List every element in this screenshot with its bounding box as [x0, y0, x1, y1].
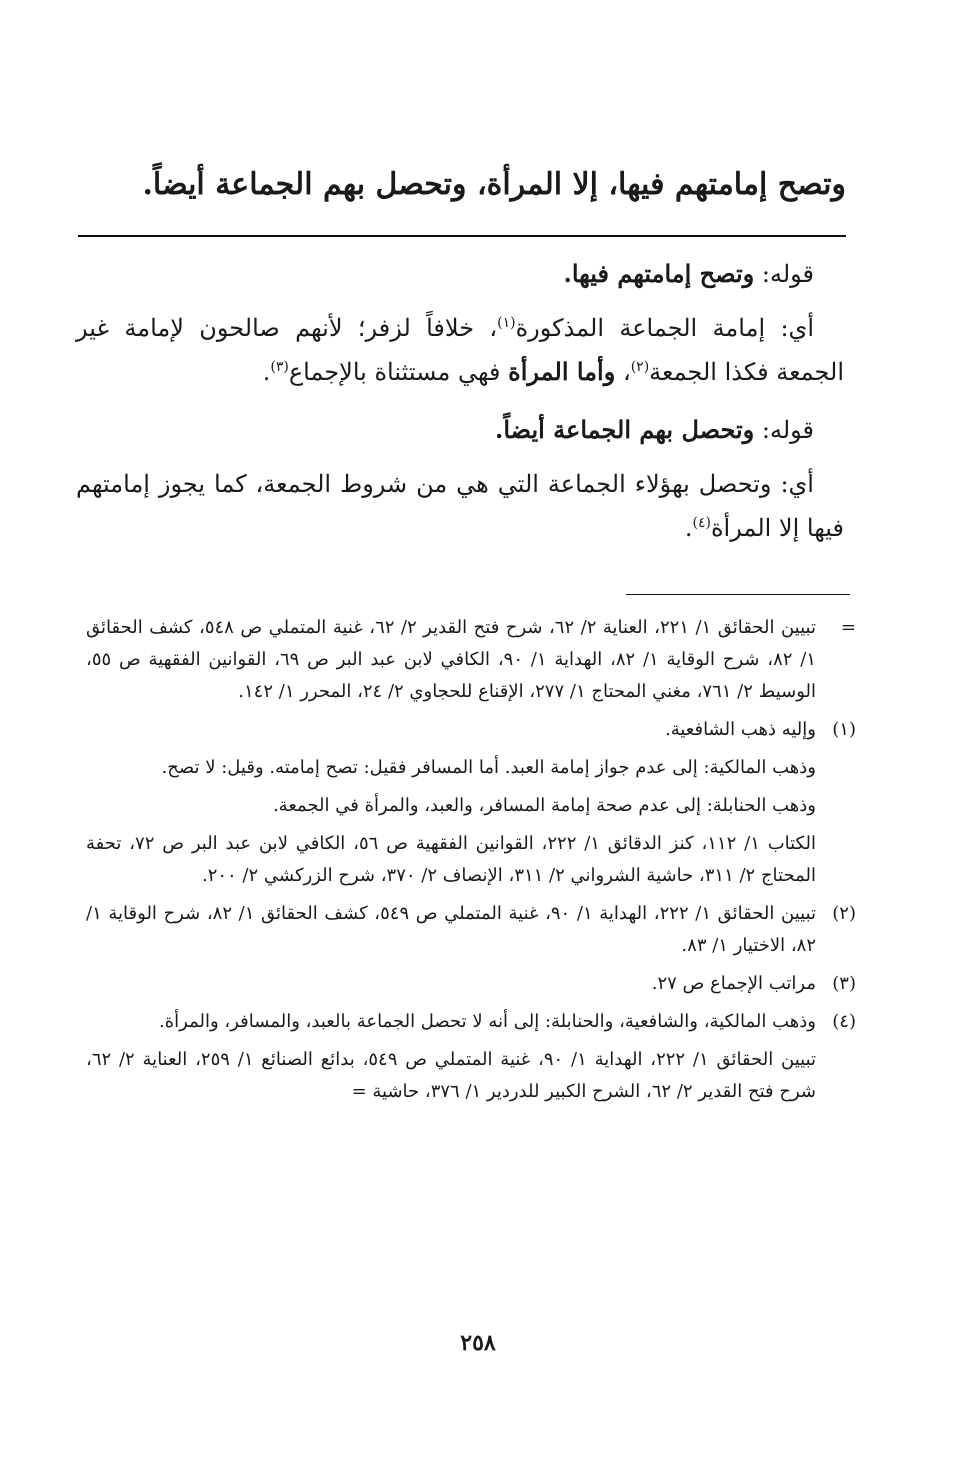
- footnote-number: (٤): [832, 1011, 856, 1032]
- footnote-1: [86, 714, 856, 746]
- ay-label: أي:: [780, 314, 814, 342]
- ay-text: .: [262, 358, 271, 386]
- footnote-ref[interactable]: (٤): [692, 515, 711, 531]
- footnote-continuation: [86, 612, 856, 708]
- ay-label: أي:: [780, 470, 814, 498]
- footnote-divider: [626, 594, 850, 595]
- footnote-3: [86, 968, 856, 1000]
- qawl-quote: وتصح إمامتهم فيها.: [563, 259, 755, 288]
- commentary-body: [76, 252, 844, 564]
- qawl-label: قوله:: [761, 260, 814, 288]
- footnote-text: وإليه ذهب الشافعية.: [664, 719, 816, 740]
- ay-paragraph-2: [76, 462, 844, 550]
- ay-text: فهي مستثناة بالإجماع: [288, 358, 501, 386]
- ay-bold-phrase: وأما المرأة: [508, 357, 616, 386]
- footnote-paragraph: الكتاب ١/ ١١٢، كنز الدقائق ١/ ٢٢٢، القوانين الفقهية ص ٥٦، الكافي لابن عبد البر ص ٧٢، تحفة المحتاج ٢/ ٣١١، حاشية الشرواني ٢/ ٣١١، الإنصاف ٢/ ٣٧٠، شرح الزركشي ٢/ ٢٠٠.: [86, 833, 816, 886]
- ay-text: إمامة الجماعة المذكورة: [515, 314, 766, 342]
- qawl-quote: وتحصل بهم الجماعة أيضاً.: [495, 415, 755, 444]
- footnote-2: [86, 898, 856, 962]
- footnote-paragraph: تبيين الحقائق ١/ ٢٢٢، الهداية ١/ ٩٠، غنية المتملي ص ٥٤٩، بدائع الصنائع ١/ ٢٥٩، العناية ٢/ ٦٢، شرح فتح القدير ٢/ ٦٢، الشرح الكبير للدردير ١/ ٣٧٦، حاشية =: [86, 1049, 817, 1102]
- footnote-number: (١): [832, 719, 856, 740]
- ay-text: ، خلافاً لزفر؛ لأنهم صالحون لإمامة غير الجمعة فكذا الجمعة: [76, 314, 844, 386]
- ay-paragraph-1: [76, 306, 844, 394]
- qawl-label: قوله:: [761, 416, 814, 444]
- footnote-text: وذهب المالكية، والشافعية، والحنابلة: إلى أنه لا تحصل الجماعة بالعبد، والمسافر، والمرأة.: [159, 1011, 816, 1032]
- matn-heading: وتصح إمامتهم فيها، إلا المرأة، وتحصل بهم الجماعة أيضاً.: [142, 167, 846, 202]
- footnote-ref[interactable]: (٣): [270, 359, 289, 375]
- ay-text: .: [684, 514, 693, 542]
- footnote-text: تبيين الحقائق ١/ ٢٢١، العناية ٢/ ٦٢، شرح فتح القدير ٢/ ٦٢، غنية المتملي ص ٥٤٨، كشف الحقائق ١/ ٨٢، شرح الوقاية ١/ ٨٢، الهداية ١/ ٩٠، الكافي لابن عبد البر ص ٦٩، القوانين الفقهية ص ٥٥، الوسيط ٢/ ٧٦١، مغني المحتاج ١/ ٢٧٧، الإقناع للحجاوي ٢/ ٢٤، المحرر ١/ ١٤٢.: [86, 617, 816, 702]
- footnote-paragraph: وذهب الحنابلة: إلى عدم صحة إمامة المسافر، والعبد، والمرأة في الجمعة.: [272, 795, 816, 816]
- ay-text: وتحصل بهؤلاء الجماعة التي هي من شروط الجمعة، كما يجوز إمامتهم فيها إلا المرأة: [76, 470, 844, 542]
- footnote-number: (٣): [832, 973, 856, 994]
- qawl-line-1: [76, 252, 814, 296]
- footnotes: [86, 612, 856, 1114]
- footnote-number: (٢): [832, 903, 856, 924]
- qawl-line-2: [76, 408, 814, 452]
- footnote-ref[interactable]: (١): [497, 315, 516, 331]
- continuation-marker: =: [840, 617, 856, 638]
- footnote-text: تبيين الحقائق ١/ ٢٢٢، الهداية ١/ ٩٠، غنية المتملي ص ٥٤٩، كشف الحقائق ١/ ٨٢، شرح الوقاية ١/ ٨٢، الاختيار ١/ ٨٣.: [86, 903, 817, 956]
- footnote-ref[interactable]: (٢): [630, 359, 650, 375]
- ay-text: ،: [622, 358, 631, 386]
- footnote-4: [86, 1006, 856, 1038]
- page-number: ٢٥٨: [460, 1330, 496, 1356]
- footnote-text: مراتب الإجماع ص ٢٧.: [651, 973, 816, 994]
- heading-divider: [78, 235, 846, 237]
- footnote-paragraph: وذهب المالكية: إلى عدم جواز إمامة العبد. أما المسافر فقيل: تصح إمامته. وقيل: لا تصح.: [161, 757, 816, 778]
